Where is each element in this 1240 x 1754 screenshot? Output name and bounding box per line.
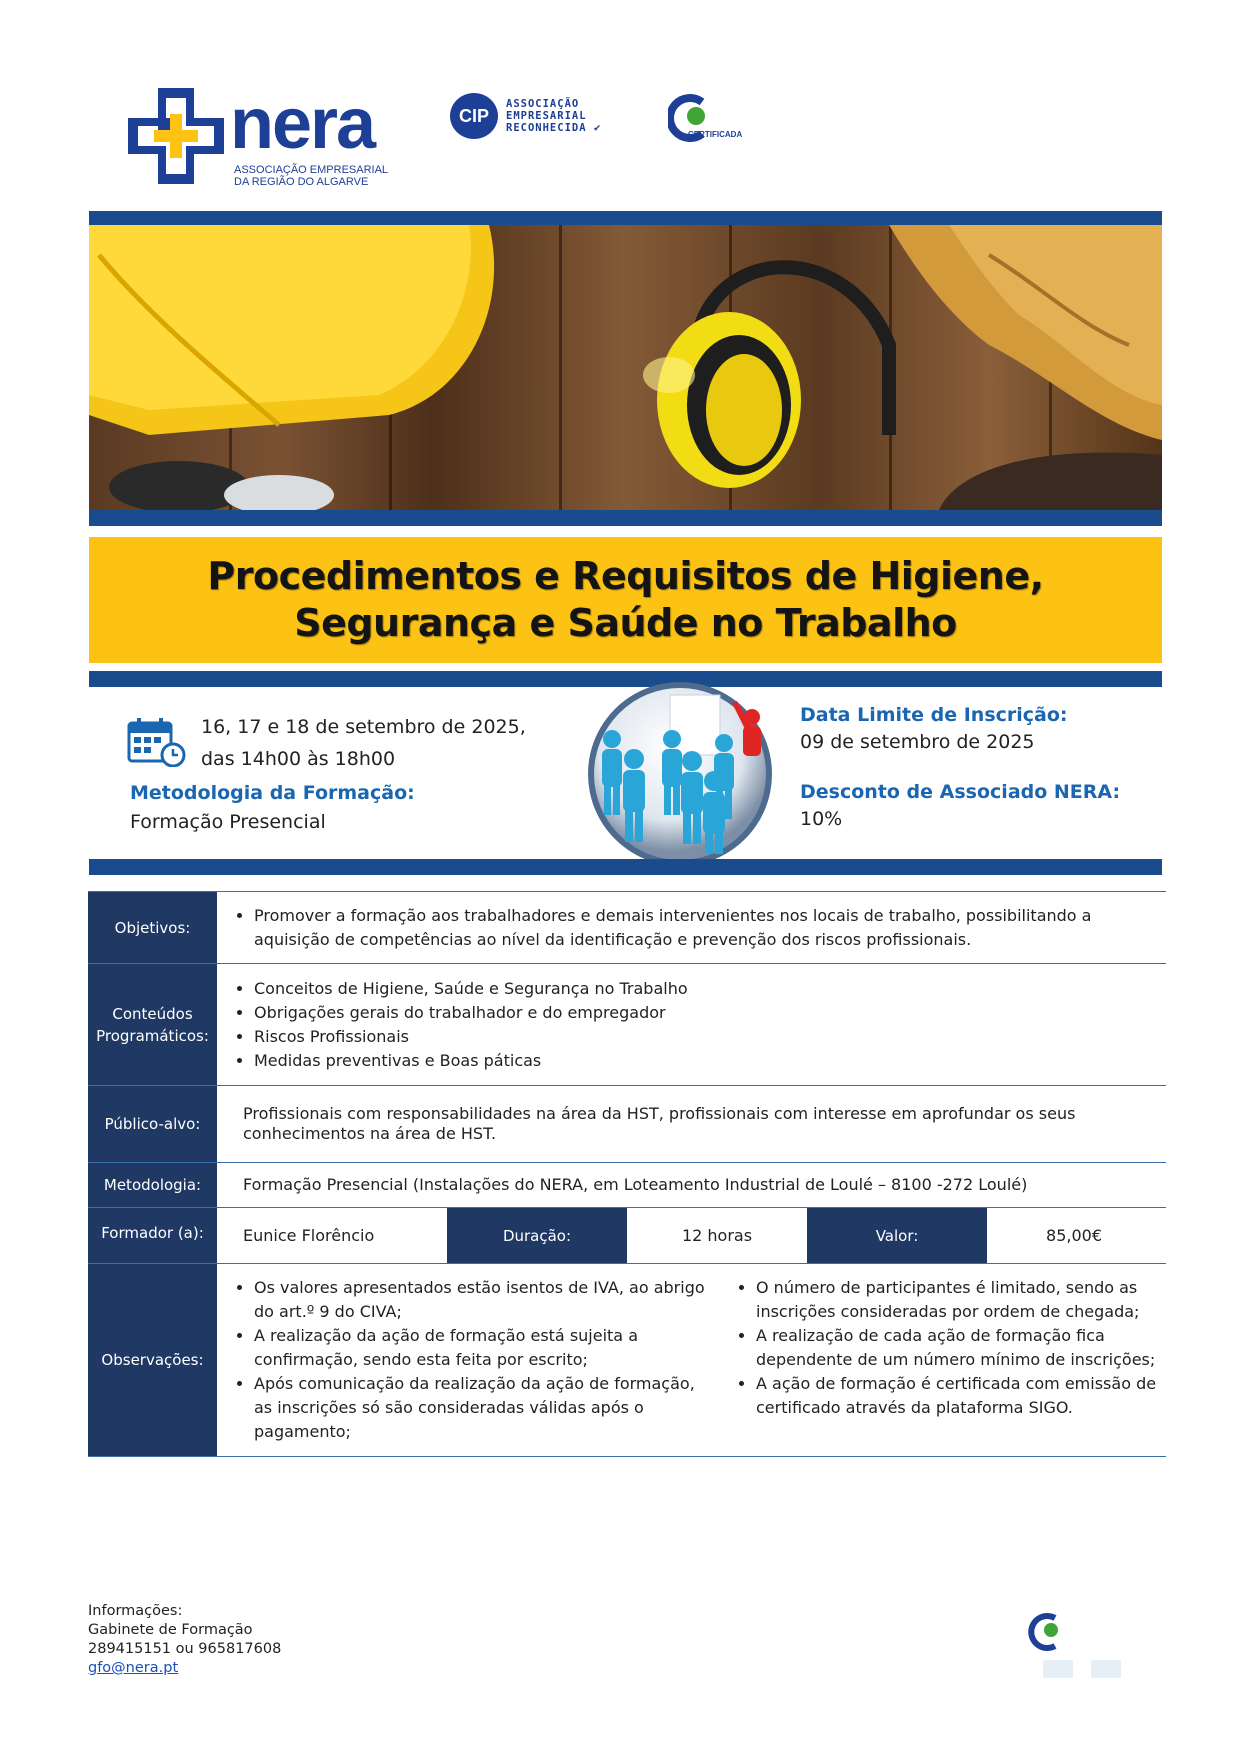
observacoes-item: • O número de participantes é limitado, sendo as inscrições consideradas por ordem de chegada; xyxy=(756,1276,1166,1324)
deadline-value: 09 de setembro de 2025 xyxy=(800,731,1035,753)
footer-email-link[interactable]: gfo@nera.pt xyxy=(88,1660,179,1676)
top-blue-bar xyxy=(89,211,1162,225)
methodology-value: Formação Presencial xyxy=(130,811,326,833)
safety-glasses-icon xyxy=(109,461,334,510)
observacoes-left-list xyxy=(227,1276,714,1444)
valor-value: 85,00€ xyxy=(1046,1226,1102,1245)
observacoes-item: • Os valores apresentados estão isentos de IVA, ao abrigo do art.º 9 do CIVA; xyxy=(254,1276,714,1324)
formador-name: Eunice Florêncio xyxy=(243,1226,375,1245)
duracao-value: 12 horas xyxy=(681,1226,753,1245)
cip-line2: EMPRESARIAL xyxy=(506,110,587,122)
metodologia-label: Metodologia: xyxy=(88,1163,217,1208)
cip-text xyxy=(506,98,602,134)
course-hours: das 14h00 às 18h00 xyxy=(201,748,396,770)
row-publico xyxy=(88,1086,1166,1163)
footer-info-heading: Informações: xyxy=(88,1603,183,1619)
course-details-table xyxy=(88,891,1166,1457)
conteudos-item: • Riscos Profissionais xyxy=(254,1025,1166,1049)
publico-label: Público-alvo: xyxy=(88,1086,217,1163)
deadline-heading: Data Limite de Inscrição: xyxy=(800,704,1068,726)
publico-text: Profissionais com responsabilidades na área da HST, profissionais com interesse em aprofundar os seus conhecimentos na área de HST. xyxy=(217,1086,1166,1163)
nera-subtitle-line1: ASSOCIAÇÃO EMPRESARIAL xyxy=(234,164,389,176)
safety-equipment-photo xyxy=(89,225,1162,510)
ppe-illustration xyxy=(89,225,1162,510)
observacoes-label: Observações: xyxy=(88,1264,217,1457)
conteudos-label-line1: Conteúdos xyxy=(112,1004,193,1023)
row-metodologia xyxy=(88,1163,1166,1208)
observacoes-item: • A realização da ação de formação está sujeita a confirmação, sendo esta feita por escrito; xyxy=(254,1324,714,1372)
conteudos-item: • Medidas preventivas e Boas páticas xyxy=(254,1049,1166,1073)
observacoes-item: • A ação de formação é certificada com emissão de certificado através da plataforma SIGO. xyxy=(756,1372,1166,1420)
footer-certification-icon xyxy=(1025,1608,1145,1688)
formador-row-content xyxy=(217,1208,1166,1264)
conteudos-item: • Conceitos de Higiene, Saúde e Segurança no Trabalho xyxy=(254,977,1166,1001)
team-people-icon xyxy=(582,681,778,867)
banner-bottom-bar xyxy=(89,510,1162,526)
cip-badge: CIP xyxy=(450,93,498,139)
formador-label: Formador (a): xyxy=(88,1208,217,1264)
observacoes-content xyxy=(217,1264,1166,1457)
nera-subtitle xyxy=(234,164,388,188)
row-objetivos xyxy=(88,892,1166,964)
valor-label: Valor: xyxy=(807,1208,987,1263)
work-gloves-icon xyxy=(889,225,1162,440)
ear-muffs-icon xyxy=(643,267,889,488)
conteudos-label xyxy=(88,964,217,1086)
safety-boot-icon xyxy=(939,452,1162,510)
certified-label: CERTIFICADA xyxy=(688,130,743,139)
course-title-line1: Procedimentos e Requisitos de Higiene, xyxy=(207,554,1044,598)
cip-line1: ASSOCIAÇÃO xyxy=(506,98,580,110)
objetivos-item: • Promover a formação aos trabalhadores e demais intervenientes nos locais de trabalho, possibilitando a aquisição de competências ao nível da identificação e prevenção dos riscos profissionais. xyxy=(254,904,1106,952)
nera-logo xyxy=(128,84,398,188)
conteudos-item: • Obrigações gerais do trabalhador e do empregador xyxy=(254,1001,1166,1025)
nera-cross-icon xyxy=(128,88,224,184)
footer-contact xyxy=(88,1602,281,1678)
check-icon: ✔ xyxy=(593,121,602,134)
observacoes-item: • A realização de cada ação de formação fica dependente de um número mínimo de inscrições; xyxy=(756,1324,1166,1372)
conteudos-label-line2: Programáticos: xyxy=(96,1026,209,1045)
footer-phones: 289415151 ou 965817608 xyxy=(88,1641,282,1657)
metodologia-text: Formação Presencial (Instalações do NERA, em Loteamento Industrial de Loulé – 8100 -272 Loulé) xyxy=(217,1163,1166,1208)
hard-hat-icon xyxy=(89,225,494,435)
discount-value: 10% xyxy=(800,808,843,830)
row-formador xyxy=(88,1208,1166,1264)
course-title-line2: Segurança e Saúde no Trabalho xyxy=(294,601,957,645)
objetivos-label: Objetivos: xyxy=(88,892,217,964)
observacoes-right-list xyxy=(738,1276,1166,1444)
info-bottom-bar xyxy=(89,859,1162,875)
objetivos-content xyxy=(217,892,1166,964)
discount-heading: Desconto de Associado NERA: xyxy=(800,781,1121,803)
cip-line3: RECONHECIDA ✔ xyxy=(506,121,602,134)
certified-entity-logo xyxy=(668,92,748,144)
footer-department: Gabinete de Formação xyxy=(88,1622,253,1638)
nera-wordmark: nera xyxy=(230,84,375,164)
nera-subtitle-line2: DA REGIÃO DO ALGARVE xyxy=(234,176,369,188)
calendar-clock-icon xyxy=(127,717,187,767)
methodology-heading: Metodologia da Formação: xyxy=(130,782,415,804)
row-conteudos xyxy=(88,964,1166,1086)
conteudos-content xyxy=(217,964,1166,1086)
footer-certification-logo xyxy=(1025,1608,1145,1688)
cip-logo xyxy=(450,93,630,141)
course-dates: 16, 17 e 18 de setembro de 2025, xyxy=(201,716,526,738)
duracao-label: Duração: xyxy=(447,1208,627,1263)
observacoes-item: • Após comunicação da realização da ação de formação, as inscrições só são consideradas válidas após o pagamento; xyxy=(254,1372,714,1444)
row-observacoes xyxy=(88,1264,1166,1457)
course-title xyxy=(89,537,1162,663)
